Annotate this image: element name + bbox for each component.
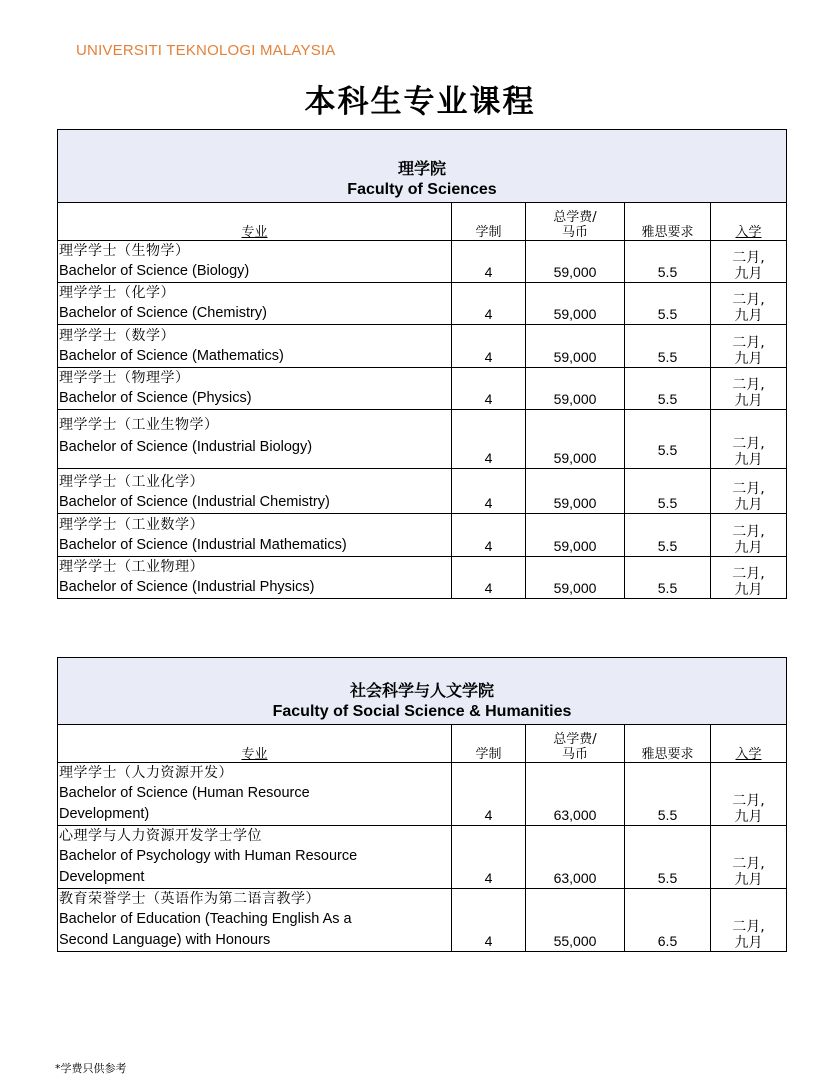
table-row: [58, 763, 787, 826]
intake-cell: 二月, 九月: [711, 763, 787, 826]
table-row: [58, 241, 787, 283]
ielts-cell: 5.5: [625, 325, 711, 368]
column-header-ielts: 雅思要求: [625, 725, 711, 763]
fee-cell: 59,000: [526, 325, 625, 368]
fee-cell: 59,000: [526, 469, 625, 514]
program-name-en: Bachelor of Science (Industrial Physics): [59, 579, 315, 595]
program-name-en: Bachelor of Science (Physics): [59, 390, 252, 406]
intake-cell: 二月, 九月: [711, 514, 787, 557]
column-header-fee: [526, 725, 625, 763]
faculty-name-en: Faculty of Social Science & Humanities: [272, 703, 572, 720]
duration-cell: 4: [452, 557, 526, 599]
social-science-table: [57, 657, 787, 952]
program-name-en: Second Language) with Honours: [59, 932, 271, 948]
faculty-name-zh: 理学院: [397, 159, 446, 178]
program-name-zh: 教育荣誉学士（英语作为第二语言教学）: [59, 891, 320, 907]
duration-cell: 4: [452, 889, 526, 952]
table-row: [58, 325, 787, 368]
column-header-duration: 学制: [452, 203, 526, 241]
table-row: [58, 410, 787, 469]
ielts-cell: 5.5: [625, 283, 711, 325]
faculty-name-en: Faculty of Sciences: [347, 181, 497, 198]
column-header-program: 专业: [58, 203, 452, 241]
fee-cell: 63,000: [526, 826, 625, 889]
duration-cell: 4: [452, 763, 526, 826]
table-row: [58, 283, 787, 325]
column-header-fee: [526, 203, 625, 241]
duration-cell: 4: [452, 410, 526, 469]
intake-cell: 二月, 九月: [711, 889, 787, 952]
fee-header-line2: 马币: [561, 225, 588, 240]
ielts-cell: 6.5: [625, 889, 711, 952]
intake-cell: 二月, 九月: [711, 469, 787, 514]
table-row: [58, 514, 787, 557]
table-row: [58, 557, 787, 599]
fee-cell: 59,000: [526, 241, 625, 283]
table-row: [58, 826, 787, 889]
duration-cell: 4: [452, 283, 526, 325]
program-name-en: Bachelor of Science (Industrial Chemistry): [59, 494, 330, 510]
program-name-zh: 理学学士（化学）: [59, 285, 175, 301]
program-name-en: Bachelor of Psychology with Human Resource: [59, 848, 358, 864]
program-name-zh: 理学学士（数学）: [59, 328, 175, 344]
program-name-zh: 理学学士（人力资源开发）: [59, 765, 233, 781]
duration-cell: 4: [452, 826, 526, 889]
fee-header-line2: 马币: [561, 747, 588, 762]
program-name-en: Bachelor of Science (Human Resource: [59, 785, 310, 801]
ielts-cell: 5.5: [625, 368, 711, 410]
intake-cell: 二月, 九月: [711, 283, 787, 325]
university-name: UNIVERSITI TEKNOLOGI MALAYSIA: [76, 42, 336, 59]
intake-cell: 二月, 九月: [711, 410, 787, 469]
program-name-en: Bachelor of Science (Industrial Mathematics): [59, 537, 347, 553]
duration-cell: 4: [452, 241, 526, 283]
program-name-en: Bachelor of Science (Chemistry): [59, 305, 267, 321]
column-header-duration: 学制: [452, 725, 526, 763]
ielts-cell: 5.5: [625, 557, 711, 599]
ielts-cell: 5.5: [625, 469, 711, 514]
program-name-en: Bachelor of Science (Industrial Biology): [59, 439, 313, 455]
faculty-header: [58, 658, 787, 725]
duration-cell: 4: [452, 469, 526, 514]
duration-cell: 4: [452, 368, 526, 410]
table-row: [58, 469, 787, 514]
intake-cell: 二月, 九月: [711, 241, 787, 283]
program-name-zh: 心理学与人力资源开发学士学位: [59, 828, 262, 844]
program-name-zh: 理学学士（工业物理）: [59, 559, 204, 575]
intake-cell: 二月, 九月: [711, 826, 787, 889]
intake-cell: 二月, 九月: [711, 557, 787, 599]
table-row: [58, 889, 787, 952]
faculty-header: [58, 130, 787, 203]
ielts-cell: 5.5: [625, 826, 711, 889]
ielts-cell: 5.5: [625, 514, 711, 557]
ielts-cell: 5.5: [625, 763, 711, 826]
fee-cell: 55,000: [526, 889, 625, 952]
program-name-en: Bachelor of Science (Biology): [59, 263, 250, 279]
intake-cell: 二月, 九月: [711, 368, 787, 410]
footnote: *学费只供参考: [55, 1062, 127, 1075]
program-name-zh: 理学学士（工业化学）: [59, 474, 204, 490]
column-header-ielts: 雅思要求: [625, 203, 711, 241]
fee-header-line1: 总学费/: [553, 210, 597, 225]
fee-cell: 59,000: [526, 410, 625, 469]
fee-cell: 59,000: [526, 514, 625, 557]
column-header-program: 专业: [58, 725, 452, 763]
page-title: 本科生专业课程: [304, 84, 536, 120]
program-name-zh: 理学学士（物理学）: [59, 370, 190, 386]
program-name-zh: 理学学士（工业生物学）: [59, 417, 219, 433]
ielts-cell: 5.5: [625, 241, 711, 283]
duration-cell: 4: [452, 514, 526, 557]
table-row: [58, 368, 787, 410]
fee-cell: 59,000: [526, 283, 625, 325]
fee-cell: 59,000: [526, 368, 625, 410]
faculty-name-zh: 社会科学与人文学院: [349, 681, 494, 700]
program-name-en: Development): [59, 806, 150, 822]
sciences-table: [57, 129, 787, 599]
fee-cell: 63,000: [526, 763, 625, 826]
program-name-en: Bachelor of Education (Teaching English As a: [59, 911, 352, 927]
program-name-en: Development: [59, 869, 145, 885]
intake-cell: 二月, 九月: [711, 325, 787, 368]
program-name-en: Bachelor of Science (Mathematics): [59, 348, 284, 364]
program-name-zh: 理学学士（工业数学）: [59, 517, 204, 533]
column-header-intake: 入学: [711, 203, 787, 241]
fee-cell: 59,000: [526, 557, 625, 599]
column-header-intake: 入学: [711, 725, 787, 763]
fee-header-line1: 总学费/: [553, 732, 597, 747]
ielts-cell: 5.5: [625, 410, 711, 469]
program-name-zh: 理学学士（生物学）: [59, 243, 190, 259]
duration-cell: 4: [452, 325, 526, 368]
